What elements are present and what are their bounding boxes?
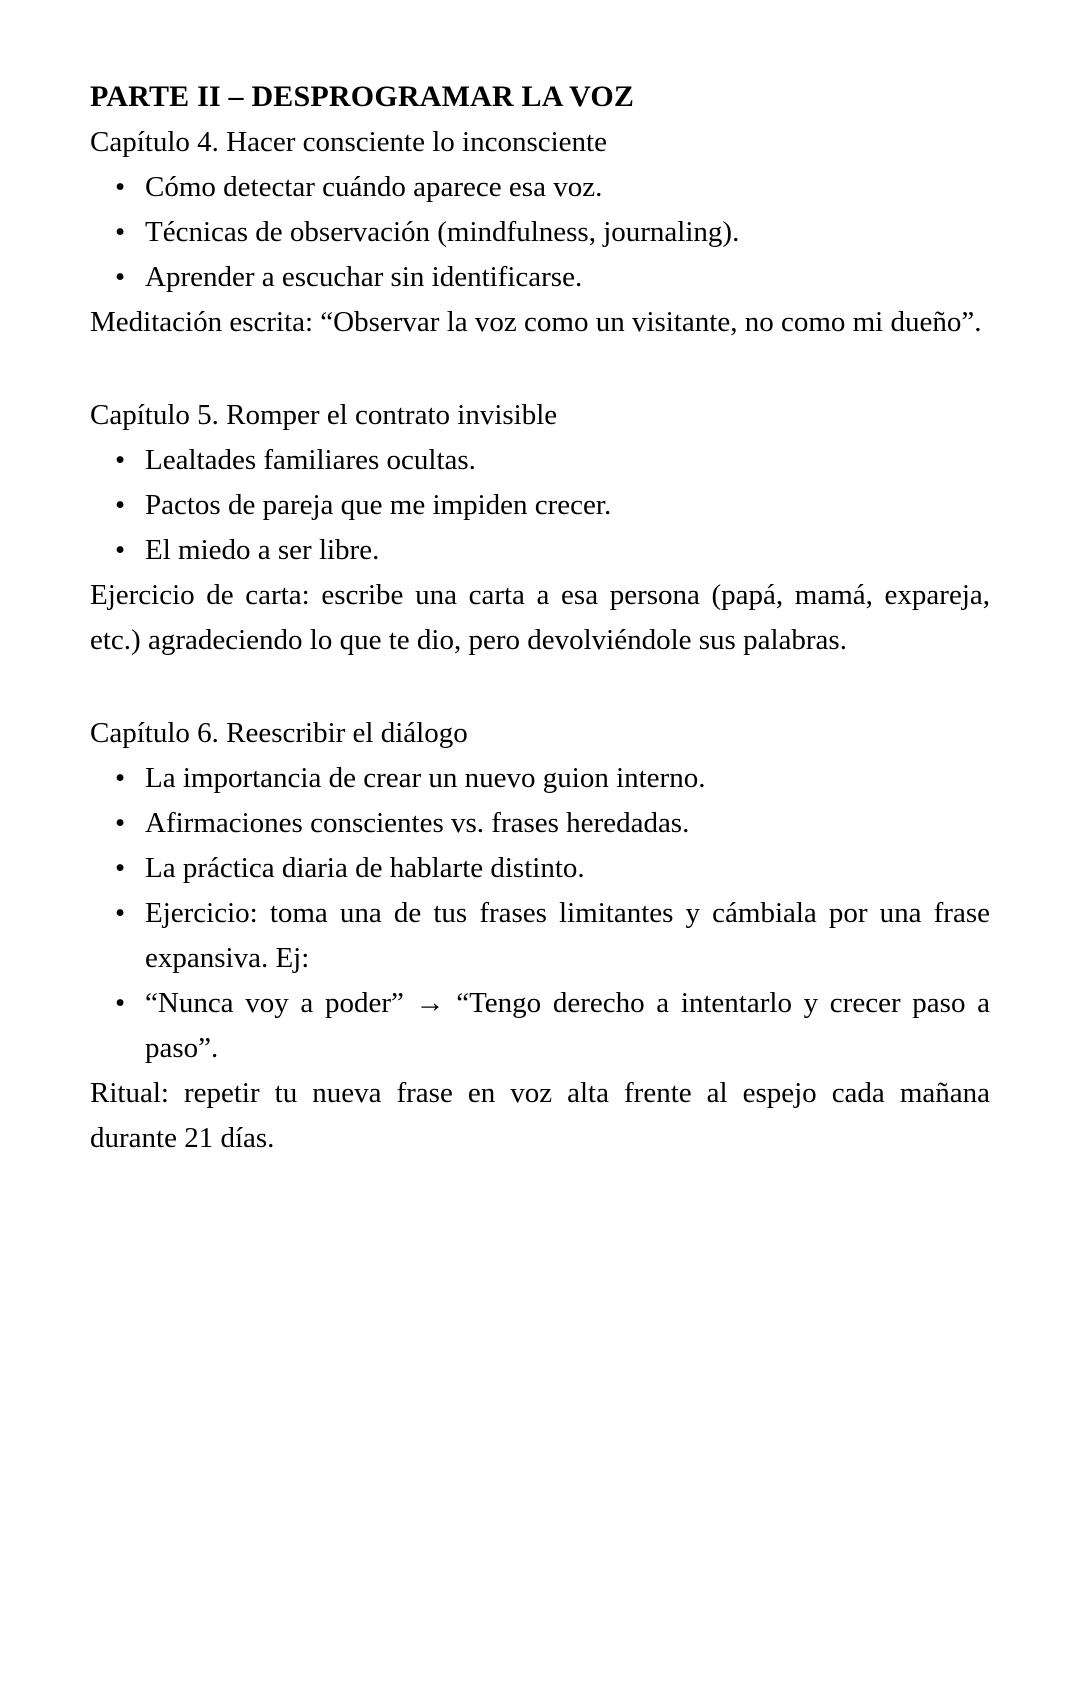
document-sections xyxy=(90,120,990,1161)
bullet-text: El miedo a ser libre. xyxy=(145,534,380,566)
bullet-text: Aprender a escuchar sin identificarse. xyxy=(145,261,583,293)
section-paragraph: Meditación escrita: “Observar la voz como un visitante, no como mi dueño”. xyxy=(90,306,982,338)
bullet-icon: • xyxy=(115,216,126,248)
bullet-icon: • xyxy=(115,762,126,794)
bullet-text: Lealtades familiares ocultas. xyxy=(145,444,476,476)
bullet-item xyxy=(90,438,990,483)
bullet-icon: • xyxy=(115,261,126,293)
bullet-icon: • xyxy=(115,987,126,1019)
bullet-item xyxy=(90,801,990,846)
bullet-item xyxy=(90,891,990,981)
bullet-icon: • xyxy=(115,534,126,566)
bullet-text: Afirmaciones conscientes vs. frases heredadas. xyxy=(145,807,690,839)
bullet-icon: • xyxy=(115,852,126,884)
bullet-item xyxy=(90,756,990,801)
bullet-text: Técnicas de observación (mindfulness, journaling). xyxy=(145,216,740,248)
bullet-icon: • xyxy=(115,897,126,929)
chapter-heading: Capítulo 4. Hacer consciente lo inconsciente xyxy=(90,126,607,158)
bullet-text: Pactos de pareja que me impiden crecer. xyxy=(145,489,612,521)
bullet-text: Ejercicio: toma una de tus frases limitantes y cámbiala por una frase expansiva. Ej: xyxy=(145,897,990,974)
bullet-item xyxy=(90,255,990,300)
bullet-text: Cómo detectar cuándo aparece esa voz. xyxy=(145,171,603,203)
bullet-list xyxy=(90,438,990,573)
bullet-list xyxy=(90,756,990,1071)
bullet-item xyxy=(90,846,990,891)
bullet-icon: • xyxy=(115,171,126,203)
section-paragraph: Ejercicio de carta: escribe una carta a esa persona (papá, mamá, expareja, etc.) agradeciendo lo que te dio, pero devolviéndole sus palabras. xyxy=(90,579,990,656)
bullet-item xyxy=(90,165,990,210)
bullet-text: La práctica diaria de hablarte distinto. xyxy=(145,852,585,884)
bullet-item xyxy=(90,483,990,528)
bullet-text: “Nunca voy a poder” → “Tengo derecho a intentarlo y crecer paso a paso”. xyxy=(145,987,990,1064)
chapter-heading: Capítulo 5. Romper el contrato invisible xyxy=(90,399,558,431)
bullet-icon: • xyxy=(115,807,126,839)
bullet-icon: • xyxy=(115,444,126,476)
chapter-heading: Capítulo 6. Reescribir el diálogo xyxy=(90,717,468,749)
document-title: PARTE II – DESPROGRAMAR LA VOZ xyxy=(90,80,635,113)
bullet-item xyxy=(90,210,990,255)
bullet-item xyxy=(90,981,990,1071)
bullet-item xyxy=(90,528,990,573)
bullet-text: La importancia de crear un nuevo guion interno. xyxy=(145,762,706,794)
bullet-icon: • xyxy=(115,489,126,521)
section-paragraph: Ritual: repetir tu nueva frase en voz alta frente al espejo cada mañana durante 21 días. xyxy=(90,1077,990,1154)
bullet-list xyxy=(90,165,990,300)
